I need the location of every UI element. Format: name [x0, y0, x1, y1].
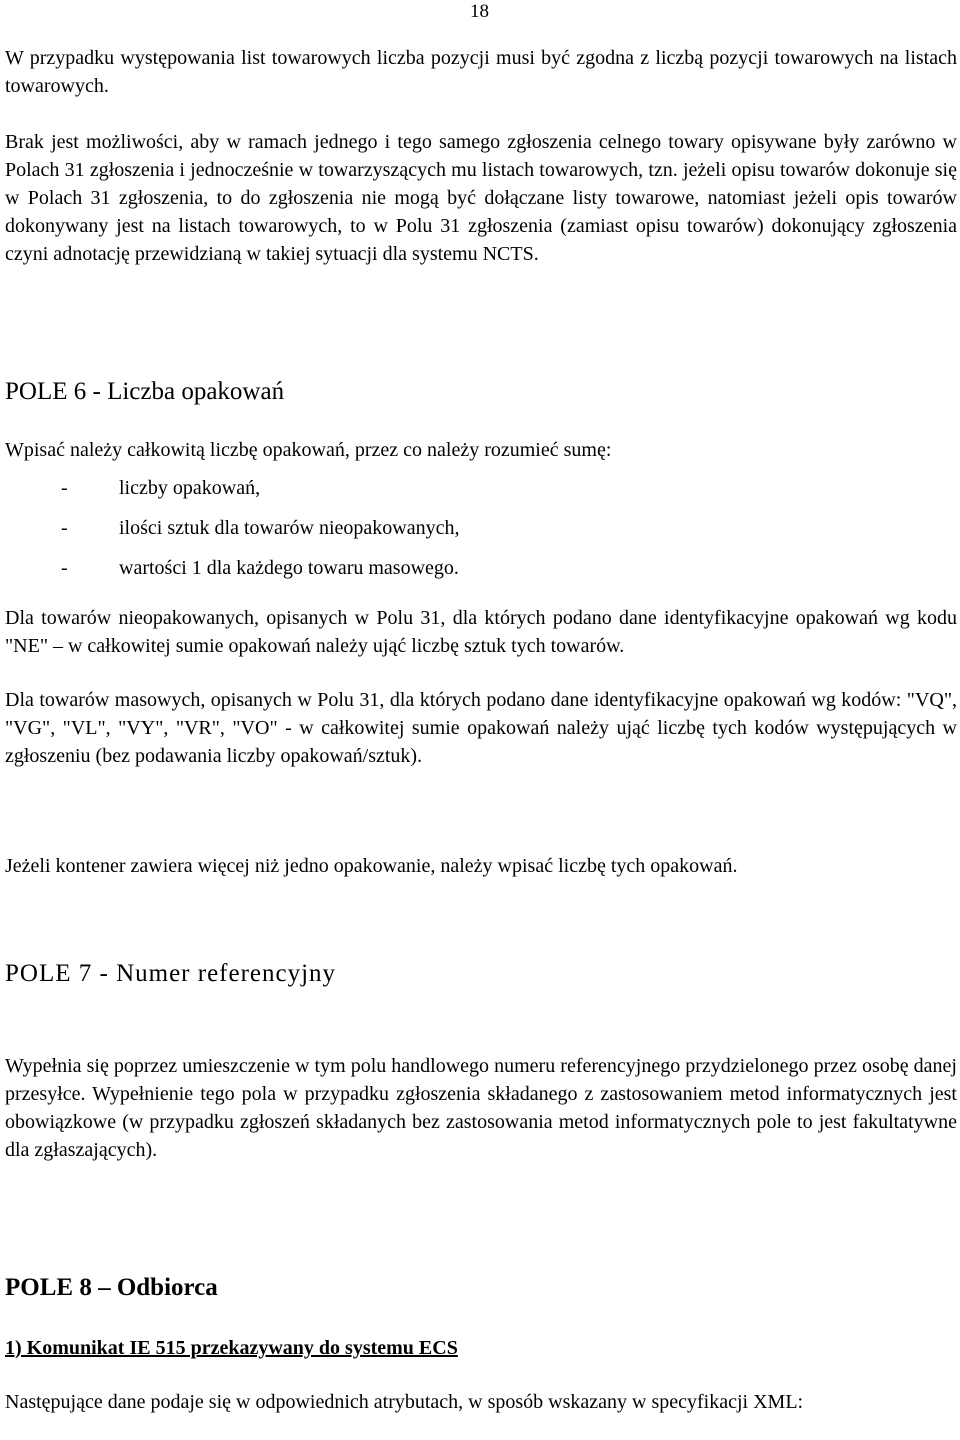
paragraph-pole-7: Wypełnia się poprzez umieszczenie w tym polu handlowego numeru referencyjnego przydzielonego przez osobę danej przesyłce. Wypełnienie tego pola w przypadku zgłoszenia składanego z zastosowaniem metod informatycznych jest obowiązkowe (w przypadku zgłoszeń składanych bez zastosowania metod informatycznych pole to jest fakultatywne dla zgłaszających).: [5, 1055, 957, 1161]
paragraph-nieopakowane: Dla towarów nieopakowanych, opisanych w Polu 31, dla których podano dane identyfikacyjne opakowań wg kodu "NE" – w całkowitej sumie opakowań należy ująć liczbę sztuk tych towarów.: [5, 607, 957, 657]
list-item: [61, 474, 260, 502]
paragraph-kontener: Jeżeli kontener zawiera więcej niż jedno opakowanie, należy wpisać liczbę tych opakowań.: [5, 855, 738, 877]
document-page: [5, 0, 957, 1440]
list-item-text: wartości 1 dla każdego towaru masowego.: [119, 557, 459, 579]
heading-pole-8: POLE 8 – Odbiorca: [5, 1274, 218, 1301]
paragraph-brak-mozliwosci: Brak jest możliwości, aby w ramach jednego i tego samego zgłoszenia celnego towary opisywane były zarówno w Polach 31 zgłoszenia i jednocześnie w towarzyszących mu listach towarowych, tzn. jeżeli opisu towarów dokonuje się w Polach 31 zgłoszenia, to do zgłoszenia nie mogą być dołączane listy towarowe, natomiast jeżeli opis towarów dokonywany jest na listach towarowych, to w Polu 31 zgłoszenia (zamiast opisu towarów) dokonujący zgłoszenia czyni adnotację przewidzianą w takiej sytuacji dla systemu NCTS.: [5, 131, 957, 265]
list-item: [61, 554, 459, 582]
list-bullet: -: [61, 477, 68, 499]
subheading-ie515: 1) Komunikat IE 515 przekazywany do systemu ECS: [5, 1337, 458, 1359]
heading-pole-7: POLE 7 - Numer referencyjny: [5, 960, 337, 987]
heading-pole-6: POLE 6 - Liczba opakowań: [5, 378, 285, 405]
paragraph-pole-8: Następujące dane podaje się w odpowiednich atrybutach, w sposób wskazany w specyfikacji XML:: [5, 1391, 804, 1413]
page-number: 18: [470, 1, 489, 22]
list-item-text: liczby opakowań,: [119, 477, 261, 499]
list-item: [61, 514, 459, 542]
paragraph-masowe: Dla towarów masowych, opisanych w Polu 31, dla których podano dane identyfikacyjne opakowań wg kodów: "VQ", "VG", "VL", "VY", "VR", "VO" - w całkowitej sumie opakowań należy ująć liczbę tych kodów występujących w zgłoszeniu (bez podawania liczby opakowań/sztuk).: [5, 689, 957, 767]
paragraph-list-towarowe: W przypadku występowania list towarowych liczba pozycji musi być zgodna z liczbą pozycji towarowych na listach towarowych.: [5, 47, 957, 97]
list-bullet: -: [61, 517, 68, 539]
list-bullet: -: [61, 557, 68, 579]
list-item-text: ilości sztuk dla towarów nieopakowanych,: [119, 517, 460, 539]
pole6-intro: Wpisać należy całkowitą liczbę opakowań, przez co należy rozumieć sumę:: [5, 439, 612, 461]
